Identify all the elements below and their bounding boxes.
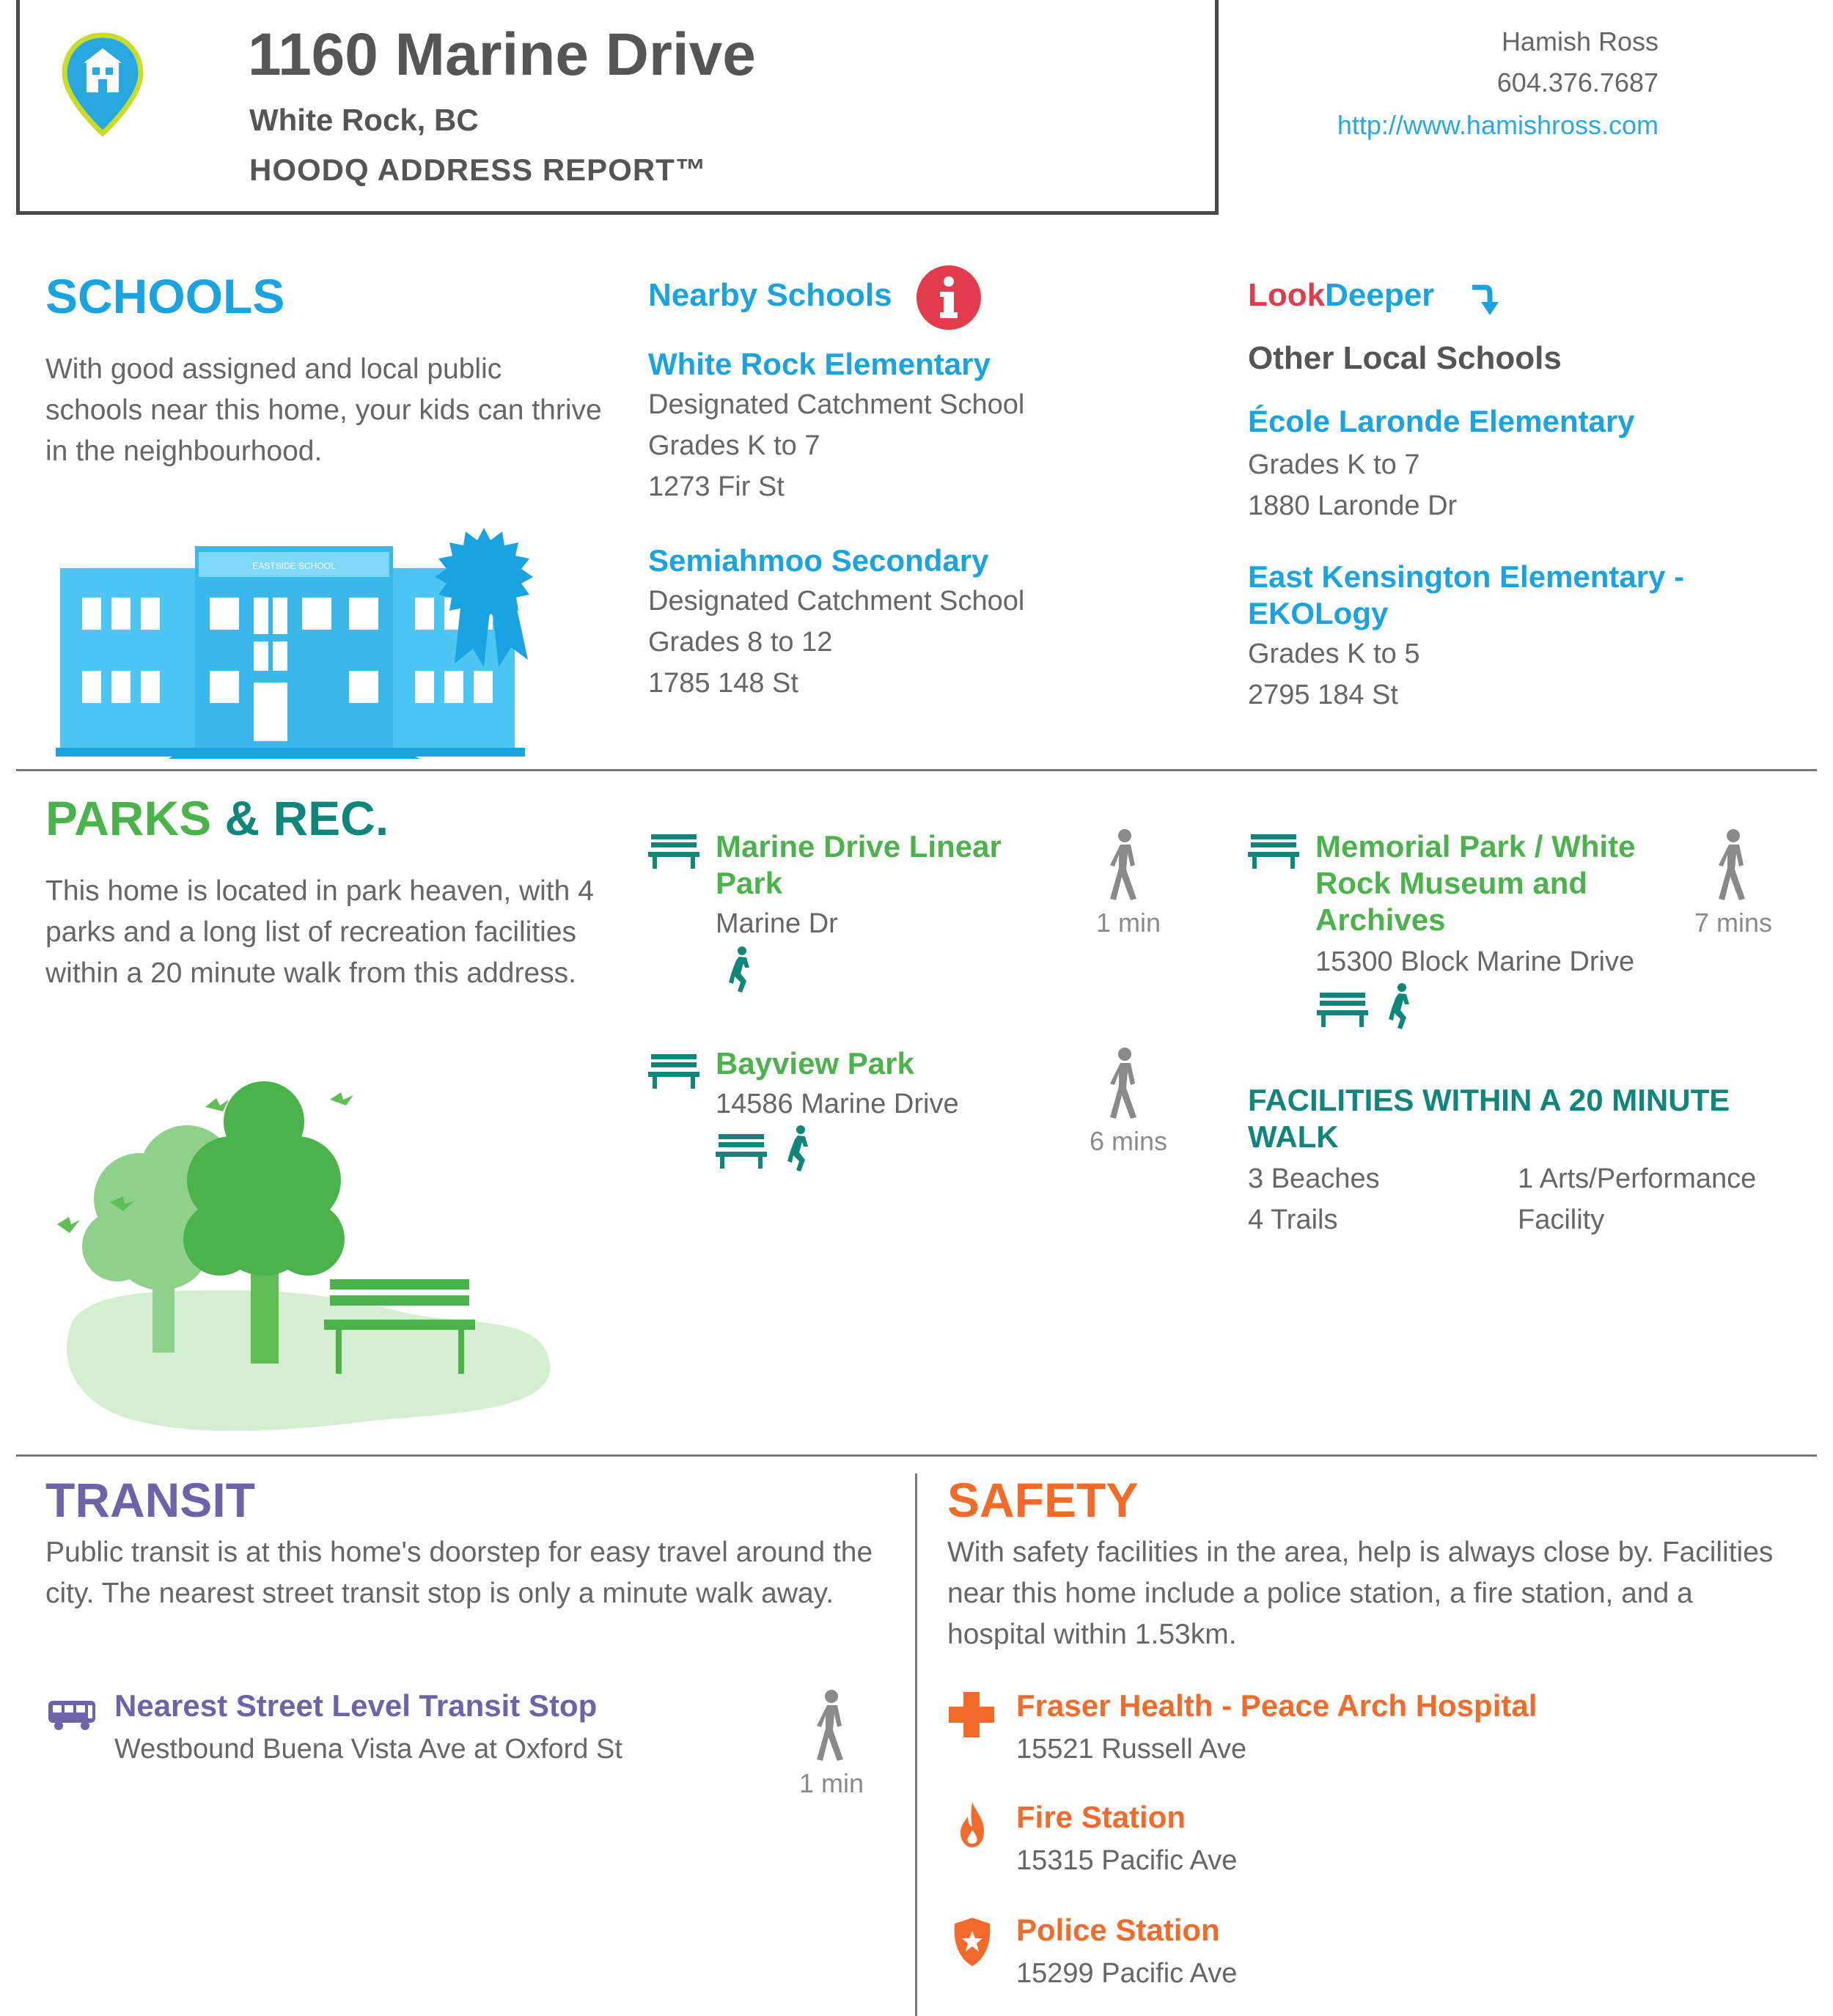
facilities-heading-line2: WALK (1248, 1119, 1339, 1154)
park-name-line1: Marine Drive Linear (716, 829, 1002, 864)
jogger-icon (785, 1125, 814, 1173)
facilities-heading-line1: FACILITIES WITHIN A 20 MINUTE (1248, 1083, 1730, 1117)
park-address: Marine Dr (716, 908, 838, 939)
parks-heading-b: & REC. (224, 791, 389, 845)
jogger-icon (1386, 982, 1415, 1031)
park-name-memorial-park[interactable] (1315, 828, 1635, 938)
school-name-semiahmoo-secondary[interactable]: Semiahmoo Secondary (648, 543, 989, 578)
school-name-white-rock-elementary[interactable]: White Rock Elementary (648, 347, 991, 381)
school-name-line1: East Kensington Elementary - (1248, 559, 1685, 594)
bench-icon (648, 1053, 699, 1089)
agent-phone[interactable]: 604.376.7687 (1496, 67, 1658, 98)
fire-station-address: 15315 Pacific Ave (1016, 1845, 1238, 1876)
award-ribbon-icon (429, 524, 539, 671)
nearby-schools-heading: Nearby Schools (648, 277, 892, 313)
school-grades: Grades 8 to 12 (648, 627, 833, 658)
safety-intro: With safety facilities in the area, help is always close by. Facilities near this home include a police station, a fire station, and a hospital within 1.53km. (947, 1537, 1774, 1650)
flame-icon (958, 1800, 987, 1849)
walk-time: 1 min (798, 1768, 864, 1798)
trees-illustration (51, 1070, 557, 1444)
school-type: Designated Catchment School (648, 389, 1025, 420)
schools-heading: SCHOOLS (45, 269, 285, 323)
school-address: 2795 184 St (1248, 680, 1398, 710)
transit-stop-title[interactable]: Nearest Street Level Transit Stop (114, 1688, 598, 1723)
school-sign-text: EASTSIDE SCHOOL (252, 561, 336, 571)
school-type: Designated Catchment School (648, 586, 1025, 617)
bench-icon (1317, 991, 1368, 1028)
park-address: 15300 Block Marine Drive (1315, 946, 1635, 977)
walking-person-icon (1711, 828, 1755, 902)
section-divider (16, 769, 1817, 771)
park-name-line2: Rock Museum and (1315, 866, 1588, 900)
hospital-name[interactable]: Fraser Health - Peace Arch Hospital (1016, 1688, 1538, 1723)
arrow-curve-down-icon (1468, 282, 1500, 318)
parks-heading-a: PARKS (45, 791, 212, 845)
park-name-line1: Memorial Park / White (1315, 829, 1636, 864)
agent-name: Hamish Ross (1501, 26, 1658, 56)
facility-trails: 4 Trails (1248, 1204, 1338, 1235)
park-name-bayview[interactable]: Bayview Park (716, 1046, 914, 1081)
fire-station-name[interactable]: Fire Station (1016, 1800, 1186, 1834)
address-city: White Rock, BC (249, 103, 479, 137)
column-divider (915, 1474, 917, 2016)
address-title: 1160 Marine Drive (248, 21, 756, 88)
police-station-name[interactable]: Police Station (1016, 1913, 1220, 1947)
bench-icon (716, 1133, 767, 1169)
bench-icon (648, 833, 699, 869)
other-schools-heading: Other Local Schools (1248, 340, 1562, 376)
lookdeeper-deeper: Deeper (1325, 277, 1435, 313)
safety-heading: SAFETY (947, 1473, 1139, 1527)
facility-beaches: 3 Beaches (1248, 1163, 1380, 1194)
school-address: 1785 148 St (648, 668, 798, 699)
lookdeeper-look: Look (1248, 277, 1326, 313)
walk-time: 6 mins (1089, 1126, 1168, 1156)
schools-intro: With good assigned and local public schools near this home, your kids can thrive in the neighbourhood. (45, 353, 602, 467)
section-divider (16, 1454, 1817, 1457)
transit-stop-address: Westbound Buena Vista Ave at Oxford St (114, 1734, 622, 1765)
school-address: 1880 Laronde Dr (1248, 490, 1458, 521)
school-name-line2: EKOLogy (1248, 596, 1389, 630)
hospital-address: 15521 Russell Ave (1016, 1734, 1247, 1765)
park-name-line2: Park (716, 866, 783, 900)
school-name-east-kensington[interactable] (1248, 559, 1684, 632)
walk-time: 7 mins (1694, 908, 1773, 938)
medical-cross-icon (947, 1691, 996, 1739)
bus-icon (45, 1698, 98, 1732)
police-badge-icon (950, 1916, 994, 1968)
lookdeeper-heading[interactable] (1248, 277, 1434, 314)
police-station-address: 15299 Pacific Ave (1016, 1958, 1238, 1989)
parks-heading (45, 790, 389, 846)
transit-heading: TRANSIT (45, 1473, 255, 1527)
walking-person-icon (1103, 828, 1147, 902)
facilities-heading (1248, 1082, 1730, 1155)
report-label: HOODQ ADDRESS REPORT™ (249, 152, 707, 187)
location-pin-icon (59, 29, 147, 139)
facility-arts-line2: Facility (1518, 1204, 1605, 1235)
facility-arts-line1: 1 Arts/Performance (1518, 1163, 1757, 1194)
info-icon[interactable] (915, 264, 982, 331)
parks-intro: This home is located in park heaven, with 4 parks and a long list of recreation facilities within a 20 minute walk from this address. (45, 875, 594, 989)
walk-time: 1 min (1095, 908, 1161, 938)
bench-icon (1248, 833, 1299, 869)
school-name-ecole-laronde[interactable]: École Laronde Elementary (1248, 404, 1635, 438)
jogger-icon (726, 946, 755, 994)
agent-website-link[interactable]: http://www.hamishross.com (1337, 110, 1658, 140)
transit-intro: Public transit is at this home's doorstep for easy travel around the city. The nearest street transit stop is only a minute walk away. (45, 1537, 873, 1609)
school-grades: Grades K to 7 (648, 430, 820, 461)
school-grades: Grades K to 5 (1248, 639, 1420, 669)
park-name-line3: Archives (1315, 902, 1446, 937)
walking-person-icon (809, 1689, 853, 1762)
park-name-marine-drive-linear[interactable] (716, 828, 1002, 902)
walking-person-icon (1103, 1047, 1147, 1120)
school-address: 1273 Fir St (648, 471, 785, 502)
school-grades: Grades K to 7 (1248, 449, 1420, 480)
park-address: 14586 Marine Drive (716, 1089, 959, 1119)
